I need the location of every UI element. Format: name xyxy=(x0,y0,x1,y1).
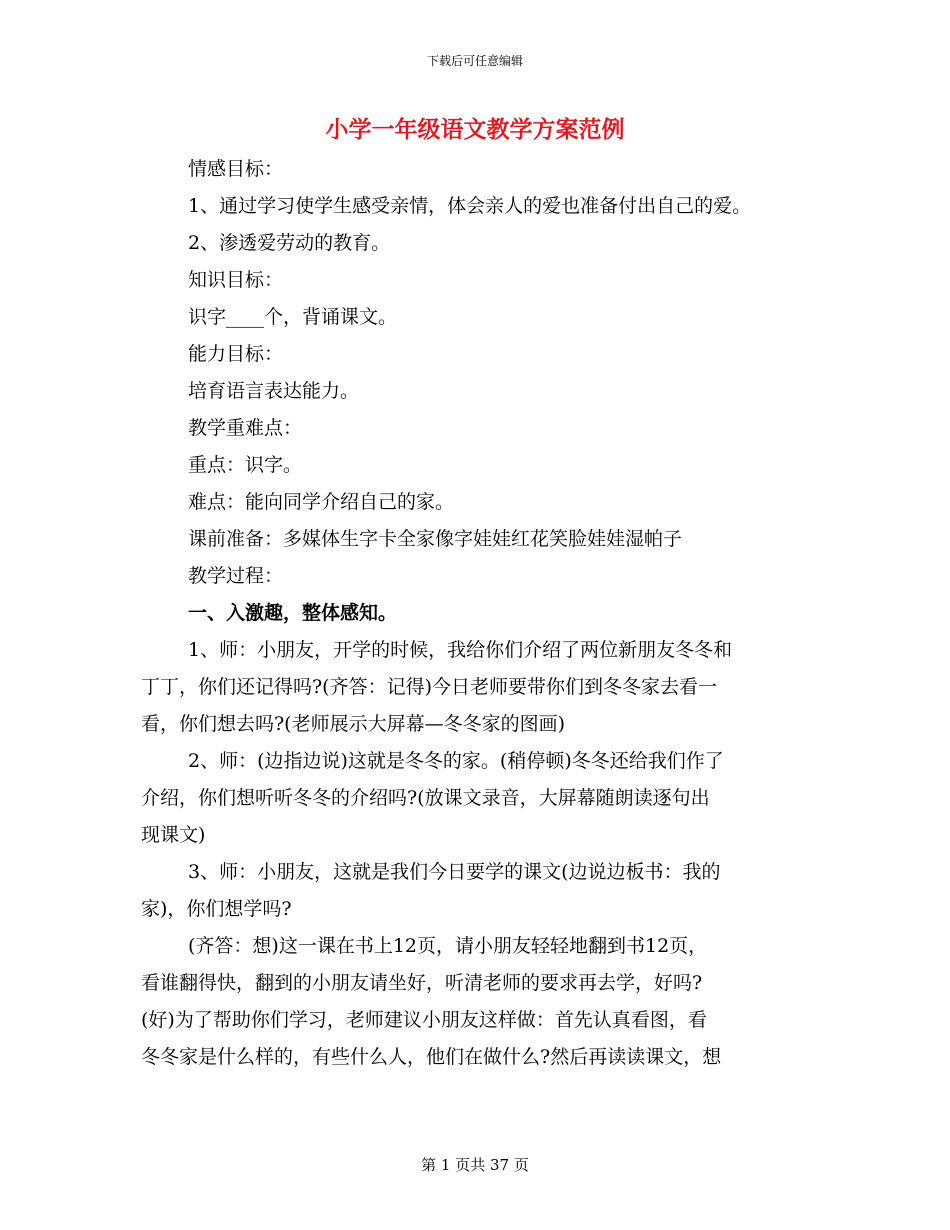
page-header: 下载后可任意编辑 xyxy=(426,54,523,68)
document-title: 小学一年级语文教学方案范例 xyxy=(325,116,625,143)
paragraph-line: 1、师：小朋友，开学的时候，我给你们介绍了两位新朋友冬冬和 xyxy=(188,639,733,661)
section-emotion-goal: 情感目标： xyxy=(188,158,284,180)
knowledge-goal-text: 识字____个，背诵课文。 xyxy=(188,306,398,328)
section-knowledge-goal: 知识目标： xyxy=(188,269,284,291)
emotion-goal-item-1: 1、通过学习使学生感受亲情，体会亲人的爱也准备付出自己的爱。 xyxy=(188,195,752,217)
key-point-text: 重点：识字。 xyxy=(188,454,303,476)
paragraph-line: 2、师：(边指边说)这就是冬冬的家。(稍停顿)冬冬还给我们作了 xyxy=(188,750,724,772)
ability-goal-text: 培育语言表达能力。 xyxy=(188,380,360,402)
paragraph-line: (齐答：想)这一课在书上12页，请小朋友轻轻地翻到书12页， xyxy=(188,935,708,957)
section-ability-goal: 能力目标： xyxy=(188,343,284,365)
preparation-text: 课前准备：多媒体生字卡全家像字娃娃红花笑脸娃娃湿帕子 xyxy=(188,528,683,550)
paragraph-line: 介绍，你们想听听冬冬的介绍吗?(放课文录音，大屏幕随朗读逐句出 xyxy=(141,787,710,809)
paragraph-line: 现课文) xyxy=(141,824,206,846)
emotion-goal-item-2: 2、渗透爱劳动的教育。 xyxy=(188,232,391,254)
section-teaching-process: 教学过程： xyxy=(188,565,284,587)
page-footer: 第 1 页共 37 页 xyxy=(421,1156,529,1174)
process-heading-1: 一、入激趣，整体感知。 xyxy=(188,602,398,624)
paragraph-line: 看谁翻得快，翻到的小朋友请坐好，听清老师的要求再去学，好吗? xyxy=(141,972,703,994)
difficulty-text: 难点：能向同学介绍自己的家。 xyxy=(188,491,455,513)
paragraph-line: (好)为了帮助你们学习，老师建议小朋友这样做：首先认真看图，看 xyxy=(141,1009,707,1031)
paragraph-line: 丁丁，你们还记得吗?(齐答：记得)今日老师要带你们到冬冬家去看一 xyxy=(141,676,718,698)
section-key-points: 教学重难点： xyxy=(188,417,303,439)
paragraph-line: 3、师：小朋友，这就是我们今日要学的课文(边说边板书：我的 xyxy=(188,861,721,883)
paragraph-line: 冬冬家是什么样的，有些什么人，他们在做什么?然后再读读课文，想 xyxy=(141,1046,722,1068)
paragraph-line: 家)，你们想学吗? xyxy=(141,898,292,920)
paragraph-line: 看，你们想去吗?(老师展示大屏幕—冬冬家的图画) xyxy=(141,713,566,735)
